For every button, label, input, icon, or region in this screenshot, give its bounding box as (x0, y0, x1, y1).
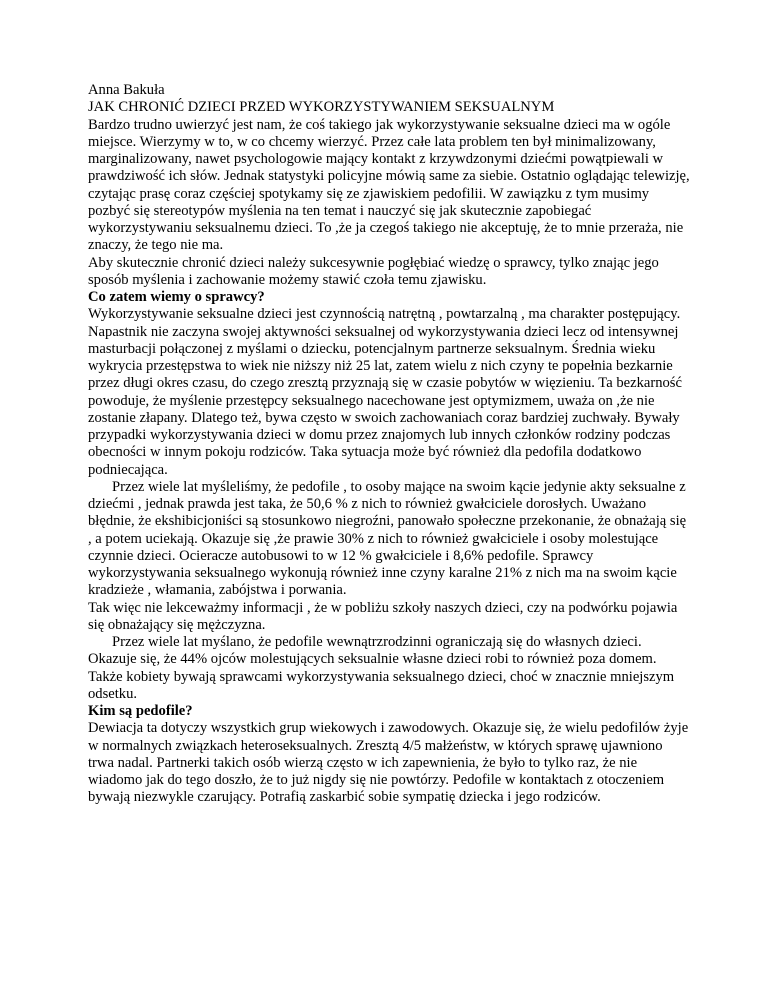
intro-paragraph-1: Bardzo trudno uwierzyć jest nam, że coś takiego jak wykorzystywanie seksualne dzieci ma w ogóle miejsce. Wierzymy w to, w co chcemy wierzyć. Przez całe lata problem ten był minimalizowany, marginalizowany, nawet psychologowie mający kontakt z krzywdzonymi dziećmi powątpiewali w prawdziwość ich słów. Jednak statystyki policyjne mówią same za siebie. Ostatnio oglądając telewizję, czytając prasę coraz częściej spotykamy się ze zjawiskiem pedofilii. W zawiązku z tym musimy pozbyć się stereotypów myślenia na ten temat i nauczyć się jak skutecznie zapobiegać wykorzystywaniu seksualnemu dzieci. To ,że ja czegoś takiego nie akceptuję, że to mnie przeraża, nie znaczy, że tego nie ma. (88, 116, 690, 254)
section-heading-who-are-pedophiles: Kim są pedofile? (88, 703, 193, 719)
section-heading-perpetrator: Co zatem wiemy o sprawcy? (88, 289, 265, 305)
author-name: Anna Bakuła (88, 82, 165, 98)
section1-paragraph-2: Przez wiele lat myśleliśmy, że pedofile , to osoby mające na swoim kącie jedynie akty seksualne z dziećmi , jednak prawda jest taka, że 50,6 % z nich to również gwałciciele dorosłych. Uważano błędnie, że ekshibicjoniści są stosunkowo niegroźni, panowało społeczne przekonanie, że obnażają się , a potem uciekają. Okazuje się ,że prawie 30% z nich to również gwałciciele i osoby molestujące czynnie dzieci. Ocieracze autobusowi to w 12 % gwałciciele i 8,6% pedofile. Sprawcy wykorzystywania seksualnego wykonują również inne czyny karalne 21% z nich ma na swoim kącie kradzieże , włamania, zabójstwa i porwania. (88, 478, 687, 599)
section1-paragraph-3: Tak więc nie lekceważmy informacji , że w pobliżu szkoły naszych dzieci, czy na podwórku pojawia się obnażający się mężczyzna. (88, 599, 678, 633)
section1-paragraph-1: Wykorzystywanie seksualne dzieci jest czynnością natrętną , powtarzalną , ma charakter postępujący. Napastnik nie zaczyna swojej aktywności seksualnej od wykorzystywania dzieci lecz od intensywnej masturbacji połączonej z myślami o dziecku, potencjalnym partnerze seksualnym. Średnia wieku wykrycia przestępstwa to wiek nie niższy niż 25 lat, zatem wielu z nich czyny te popełnia bezkarnie przez długi okres czasu, do czego zresztą przyznają się w czasie pobytów w więzieniu. Ta bezkarność powoduje, że myślenie przestępcy seksualnego nacechowane jest optymizmem, uważa on ,że nie zostanie złapany. Dlatego też, bywa często w swoich zachowaniach coraz bardziej zuchwały. Bywały przypadki wykorzystywania dzieci w domu przez znajomych lub innych członków rodziny podczas obecności w innym pokoju rodziców. Taka sytuacja może być również dla pedofila dodatkowo podniecająca. (88, 306, 682, 478)
intro-paragraph-2: Aby skutecznie chronić dzieci należy sukcesywnie pogłębiać wiedzę o sprawcy, tylko znając jego sposób myślenia i zachowanie możemy stawić czoła temu zjawisku. (88, 254, 659, 288)
section1-paragraph-4: Przez wiele lat myślano, że pedofile wewnątrzrodzinni ograniczają się do własnych dzieci. Okazuje się, że 44% ojców molestujących seksualnie własne dzieci robi to również poza domem. Także kobiety bywają sprawcami wykorzystywania seksualnego dzieci, choć w znacznie mniejszym odsetku. (88, 634, 675, 702)
document-title: JAK CHRONIĆ DZIECI PRZED WYKORZYSTYWANIEM SEKSUALNYM (88, 99, 555, 116)
document-page (88, 82, 692, 807)
section2-paragraph-1: Dewiacja ta dotyczy wszystkich grup wiekowych i zawodowych. Okazuje się, że wielu pedofilów żyje w normalnych związkach heteroseksualnych. Zresztą 4/5 małżeństw, w których sprawę ujawniono trwa nadal. Partnerki takich osób wierzą często w ich zapewnienia, że było to tylko raz, że nie wiadomo jak do tego doszło, że to już nigdy się nie powtórzy. Pedofile w kontaktach z otoczeniem bywają niezwykle czarujący. Potrafią zaskarbić sobie sympatię dziecka i jego rodziców. (88, 720, 689, 806)
